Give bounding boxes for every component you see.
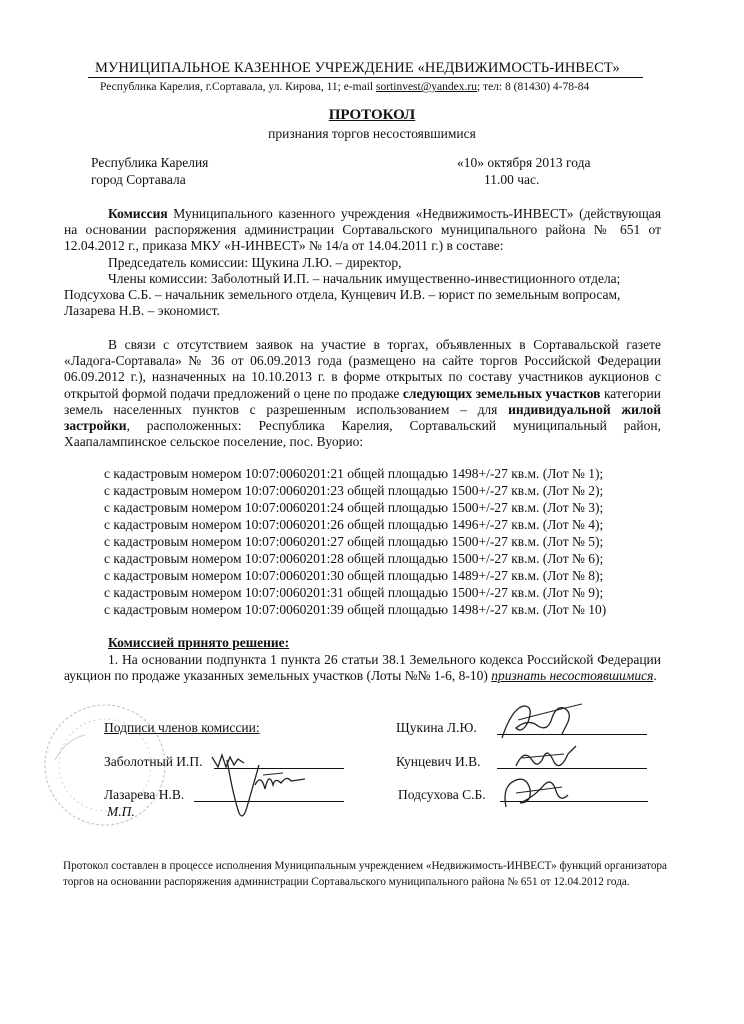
signer-lazareva: Лазарева Н.В. [104,787,185,802]
document-subtitle: признания торгов несостоявшимися [268,126,476,141]
signer-podsukhova: Подсухова С.Б. [398,787,486,802]
signature-podsukhova [500,773,580,813]
signer-zabolotny: Заболотный И.П. [104,754,203,769]
signatures-heading: Подписи членов комиссии: [104,720,260,735]
members-line-3: Лазарева Н.В. – экономист. [64,303,220,318]
signature-lazareva [225,755,315,825]
email-link[interactable]: sortinvest@yandex.ru [376,81,477,93]
decision-heading: Комиссией принято решение: [108,635,290,650]
lot-item: с кадастровым номером 10:07:0060201:26 общей площадью 1496+/-27 кв.м. (Лот № 4); [104,517,604,532]
protocol-date: «10» октября 2013 года [457,155,591,170]
body-text-1: В связи с отсутствием заявок на участие в торгах, объявленных в Сортавальской газете «Ладога-Сортавала» № 36 от 06.09.2013 года (размещено на сайте торгов Российской Федерации 06.09.2012 г.), назначенных на 10.10.2013 г. в форме открытых по составу участников аукционов с открытой формой подачи предложений о цене по продаже [64,337,661,401]
lot-item: с кадастровым номером 10:07:0060201:28 общей площадью 1500+/-27 кв.м. (Лот № 6); [104,551,604,566]
lot-item: с кадастровым номером 10:07:0060201:24 общей площадью 1500+/-27 кв.м. (Лот № 3); [104,500,604,515]
decision-text: 1. На основании подпункта 1 пункта 26 статьи 38.1 Земельного кодекса Российской Федерации аукцион по продаже указанных земельных участков (Лоты №№ 1-6, 8-10) [64,652,661,684]
body-text-2: категории земель населенных пунктов с разрешенным использованием – для [64,385,661,417]
lot-item: с кадастровым номером 10:07:0060201:23 общей площадью 1500+/-27 кв.м. (Лот № 2); [104,483,604,498]
stamp-place-label: М.П. [107,804,135,819]
signer-kuntsevich: Кунцевич И.В. [396,754,481,769]
signature-kuntsevich [512,742,582,776]
commission-bold: Комиссия [108,206,168,221]
protocol-time: 11.00 час. [484,172,540,187]
lot-item: с кадастровым номером 10:07:0060201:30 общей площадью 1489+/-27 кв.м. (Лот № 8); [104,568,604,583]
header-divider [88,77,643,78]
body-text-3: , расположенных: Республика Карелия, Сортавальский муниципальный район, Хаапалампинское сельское поселение, пос. Вуорио: [64,418,661,450]
members-line-2: Подсухова С.Б. – начальник земельного отдела, Кунцевич И.В. – юрист по земельным вопросам, [64,287,621,302]
chairman: Председатель комиссии: Щукина Л.Ю. – директор, [108,255,402,270]
region: Республика Карелия [91,155,209,170]
organization-name: МУНИЦИПАЛЬНОЕ КАЗЕННОЕ УЧРЕЖДЕНИЕ «НЕДВИЖИМОСТЬ-ИНВЕСТ» [95,60,620,76]
body-bold-2: индивидуальной жилой застройки [64,401,661,434]
members-line-1: Члены комиссии: Заболотный И.П. – начальник имущественно-инвестиционного отдела; [108,271,621,286]
lot-item: с кадастровым номером 10:07:0060201:31 общей площадью 1500+/-27 кв.м. (Лот № 9); [104,585,604,600]
decision-end: . [653,668,657,684]
lot-item: с кадастровым номером 10:07:0060201:39 общей площадью 1498+/-27 кв.м. (Лот № 10) [104,602,607,617]
body-bold-1: следующих земельных участков [402,385,601,401]
phone-text: ; тел: 8 (81430) 4-78-84 [476,81,590,93]
commission-paragraph [64,206,661,255]
lot-item: с кадастровым номером 10:07:0060201:27 общей площадью 1500+/-27 кв.м. (Лот № 5); [104,534,604,549]
decision-italic: признать несостоявшимися [491,668,654,684]
footer-note: Протокол составлен в процессе исполнения Муниципальным учреждением «Недвижимость-ИНВЕСТ» функций организатора торгов на основании распоряжения администрации Сортавальского муниципального района № 651 от 12.04.2012 года. [63,860,667,888]
organization-address [100,81,589,93]
decision-paragraph [64,652,661,684]
commission-text: Муниципального казенного учреждения «Недвижимость-ИНВЕСТ» (действующая на основании распоряжения администрации Сортавальского муниципального района № 651 от 12.04.2012 г., приказа МКУ «Н-ИНВЕСТ» № 14/а от 14.04.2011 г.) в составе: [64,206,661,254]
city: город Сортавала [91,172,186,187]
signature-shchukina [498,698,588,746]
signer-shchukina: Щукина Л.Ю. [396,720,477,735]
body-paragraph [64,337,661,450]
lot-item: с кадастровым номером 10:07:0060201:21 общей площадью 1498+/-27 кв.м. (Лот № 1); [104,466,604,481]
document-title: ПРОТОКОЛ [328,107,416,123]
address-text: Республика Карелия, г.Сортавала, ул. Кирова, 11; e-mail [100,81,376,93]
